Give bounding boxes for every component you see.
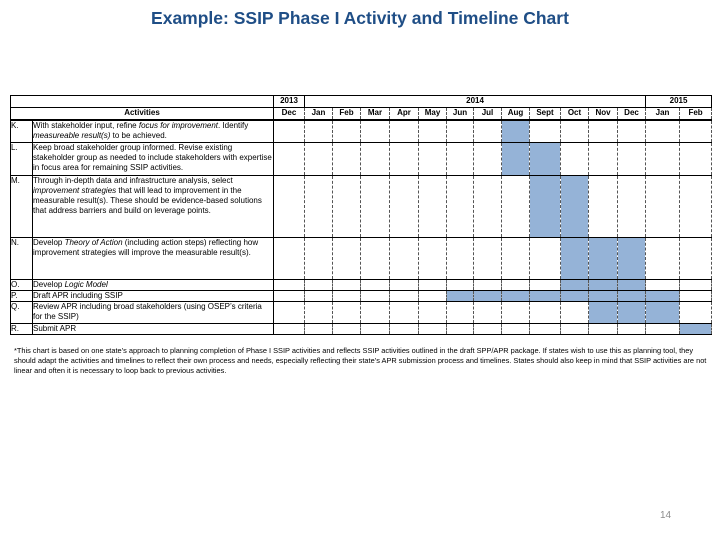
timeline-cell xyxy=(333,120,361,142)
activity-code: Q. xyxy=(11,301,33,323)
month-header: Jul xyxy=(474,108,502,121)
month-header: Feb xyxy=(680,108,712,121)
slide-title: Example: SSIP Phase I Activity and Timeline Chart xyxy=(151,8,569,28)
timeline-cell xyxy=(530,120,561,142)
month-header: Jan xyxy=(305,108,333,121)
timeline-cell xyxy=(419,237,447,279)
activity-code: R. xyxy=(11,323,33,334)
timeline-cell xyxy=(361,290,390,301)
timeline-cell xyxy=(390,175,419,237)
timeline-cell xyxy=(502,323,530,334)
timeline-cell xyxy=(447,120,474,142)
timeline-cell xyxy=(680,175,712,237)
timeline-cell xyxy=(274,237,305,279)
timeline-bar-cell xyxy=(447,290,474,301)
timeline-cell xyxy=(502,279,530,290)
activity-emphasis: Theory of Action xyxy=(64,237,123,247)
activity-row xyxy=(11,279,712,290)
month-header: Jun xyxy=(447,108,474,121)
timeline-cell xyxy=(305,237,333,279)
timeline-cell xyxy=(390,142,419,175)
timeline-cell xyxy=(419,323,447,334)
timeline-cell xyxy=(305,279,333,290)
year-2015: 2015 xyxy=(646,96,712,108)
activity-code: P. xyxy=(11,290,33,301)
timeline-cell xyxy=(646,279,680,290)
timeline-cell xyxy=(274,120,305,142)
month-header: Nov xyxy=(589,108,618,121)
activity-text: Develop xyxy=(33,237,65,247)
activity-code: N. xyxy=(11,237,33,279)
year-header-row xyxy=(11,96,712,108)
timeline-cell xyxy=(305,290,333,301)
timeline-cell xyxy=(618,323,646,334)
timeline-cell xyxy=(589,120,618,142)
timeline-cell xyxy=(305,301,333,323)
timeline-cell xyxy=(447,175,474,237)
year-2013: 2013 xyxy=(274,96,305,108)
activity-code: L. xyxy=(11,142,33,175)
timeline-cell xyxy=(680,237,712,279)
timeline-cell xyxy=(646,120,680,142)
activity-description xyxy=(33,120,274,142)
activity-row xyxy=(11,290,712,301)
footnote: *This chart is based on one state’s approach to planning completion of Phase I SSIP activities and reflects SSIP activities outlined in the draft SPP/APR package. If states wish to use this as planning tool, they should adapt the activities and timelines to reflect their own process and needs, especially reflecting their state’s APR submission process and timelines. States should also keep in mind that SSIP activities are not linear and often it is necessary to loop back to previous activities. xyxy=(14,346,707,375)
timeline-cell xyxy=(447,301,474,323)
year-header-blank xyxy=(11,96,274,108)
timeline-cell xyxy=(274,323,305,334)
timeline-cell xyxy=(274,142,305,175)
activity-row xyxy=(11,237,712,279)
timeline-cell xyxy=(530,237,561,279)
activity-timeline-chart xyxy=(10,95,712,345)
timeline-cell xyxy=(447,279,474,290)
timeline-bar-cell xyxy=(502,120,530,142)
activity-emphasis: improvement strategies xyxy=(33,185,117,195)
page-number: 14 xyxy=(660,510,672,521)
timeline-cell xyxy=(680,279,712,290)
timeline-cell xyxy=(419,175,447,237)
timeline-cell xyxy=(561,142,589,175)
activity-description xyxy=(33,323,274,334)
activity-emphasis: measureable result(s) xyxy=(33,131,111,140)
activity-description xyxy=(33,142,274,175)
timeline-cell xyxy=(561,323,589,334)
activity-description xyxy=(33,301,274,323)
timeline-bar-cell xyxy=(561,237,589,279)
timeline-cell xyxy=(474,120,502,142)
activity-code: K. xyxy=(11,120,33,142)
month-header: Jan xyxy=(646,108,680,121)
activity-text: that will lead to improvement in the measurable result(s). These should be evidence-based solutions that address barriers and build on leverage points. xyxy=(33,185,262,215)
timeline-cell xyxy=(646,237,680,279)
timeline-bar-cell xyxy=(474,290,502,301)
timeline-bar-cell xyxy=(589,237,618,279)
activity-text: Draft APR including SSIP xyxy=(33,290,123,300)
activity-text: Identify xyxy=(220,121,249,130)
timeline-cell xyxy=(333,237,361,279)
timeline-bar-cell xyxy=(561,290,589,301)
timeline-cell xyxy=(474,279,502,290)
activity-text: (including action steps) reflecting how improvement strategies will improve the measurable result(s). xyxy=(33,237,259,257)
timeline-bar-cell xyxy=(561,175,589,237)
month-header: Oct xyxy=(561,108,589,121)
timeline-cell xyxy=(274,175,305,237)
timeline-cell xyxy=(361,120,390,142)
activity-text: to be achieved. xyxy=(110,131,167,140)
timeline-cell xyxy=(333,290,361,301)
month-header: Feb xyxy=(333,108,361,121)
timeline-cell xyxy=(680,301,712,323)
timeline-cell xyxy=(390,301,419,323)
timeline-cell xyxy=(680,290,712,301)
timeline-cell xyxy=(502,175,530,237)
timeline-cell xyxy=(646,142,680,175)
activity-row xyxy=(11,120,712,142)
timeline-cell xyxy=(390,323,419,334)
activity-code: M. xyxy=(11,175,33,237)
timeline-cell xyxy=(474,175,502,237)
activity-description xyxy=(33,290,274,301)
month-header: May xyxy=(419,108,447,121)
timeline-cell xyxy=(305,323,333,334)
month-header: Sept xyxy=(530,108,561,121)
month-header-row xyxy=(11,108,712,121)
activity-row xyxy=(11,142,712,175)
timeline-cell xyxy=(419,301,447,323)
timeline-cell xyxy=(333,323,361,334)
activity-text: Submit APR xyxy=(33,323,77,333)
timeline-cell xyxy=(419,142,447,175)
timeline-bar-cell xyxy=(618,279,646,290)
timeline-cell xyxy=(333,142,361,175)
activity-description xyxy=(33,279,274,290)
timeline-cell xyxy=(530,279,561,290)
timeline-bar-cell xyxy=(646,290,680,301)
timeline-bar-cell xyxy=(680,323,712,334)
timeline-bar-cell xyxy=(618,301,646,323)
timeline-cell xyxy=(589,323,618,334)
activity-text: Develop xyxy=(33,279,65,289)
timeline-bar-cell xyxy=(561,279,589,290)
timeline-cell xyxy=(274,290,305,301)
year-2014: 2014 xyxy=(305,96,646,108)
timeline-cell xyxy=(618,120,646,142)
timeline-bar-cell xyxy=(530,290,561,301)
activity-row xyxy=(11,175,712,237)
month-header: Dec xyxy=(618,108,646,121)
timeline-cell xyxy=(361,175,390,237)
timeline-bar-cell xyxy=(618,237,646,279)
timeline-cell xyxy=(419,120,447,142)
timeline-cell xyxy=(333,279,361,290)
timeline-cell xyxy=(419,290,447,301)
timeline-cell xyxy=(646,323,680,334)
timeline-bar-cell xyxy=(589,279,618,290)
activity-description xyxy=(33,175,274,237)
timeline-cell xyxy=(390,237,419,279)
timeline-bar-cell xyxy=(530,142,561,175)
activities-header: Activities xyxy=(11,108,274,121)
timeline-bar-cell xyxy=(646,301,680,323)
timeline-cell xyxy=(274,301,305,323)
activity-row xyxy=(11,323,712,334)
timeline-bar-cell xyxy=(502,142,530,175)
timeline-cell xyxy=(361,142,390,175)
timeline-cell xyxy=(474,301,502,323)
activity-row xyxy=(11,301,712,323)
timeline-cell xyxy=(419,279,447,290)
timeline-cell xyxy=(390,290,419,301)
activity-emphasis: focus for improvement xyxy=(138,121,218,130)
timeline-cell xyxy=(561,120,589,142)
timeline-bar-cell xyxy=(618,290,646,301)
timeline-cell xyxy=(618,142,646,175)
activity-text: With stakeholder input, refine xyxy=(33,121,139,130)
timeline-cell xyxy=(447,323,474,334)
activity-text: Review APR including broad stakeholders (using OSEP’s criteria for the SSIP) xyxy=(33,301,262,321)
timeline-cell xyxy=(530,323,561,334)
timeline-cell xyxy=(390,120,419,142)
activity-text: Through in-depth data and infrastructure analysis, select xyxy=(33,175,233,185)
activity-code: O. xyxy=(11,279,33,290)
activity-description xyxy=(33,237,274,279)
activity-text: Keep broad stakeholder group informed. Revise existing stakeholder group as needed to include stakeholders with expertise in focus area for remaining SSIP activities. xyxy=(33,142,272,172)
timeline-cell xyxy=(305,142,333,175)
timeline-cell xyxy=(361,323,390,334)
timeline-cell xyxy=(474,237,502,279)
timeline-cell xyxy=(530,301,561,323)
timeline-cell xyxy=(474,142,502,175)
timeline-cell xyxy=(474,323,502,334)
timeline-cell xyxy=(333,301,361,323)
timeline-bar-cell xyxy=(589,290,618,301)
timeline-cell xyxy=(502,237,530,279)
timeline-cell xyxy=(361,237,390,279)
month-header: Mar xyxy=(361,108,390,121)
month-header: Dec xyxy=(274,108,305,121)
timeline-cell xyxy=(447,142,474,175)
timeline-cell xyxy=(589,175,618,237)
timeline-cell xyxy=(447,237,474,279)
timeline-cell xyxy=(333,175,361,237)
timeline-table xyxy=(10,95,712,335)
timeline-cell xyxy=(361,279,390,290)
timeline-bar-cell xyxy=(589,301,618,323)
timeline-cell xyxy=(618,175,646,237)
timeline-cell xyxy=(390,279,419,290)
timeline-cell xyxy=(274,279,305,290)
timeline-cell xyxy=(589,142,618,175)
timeline-cell xyxy=(680,142,712,175)
timeline-bar-cell xyxy=(502,290,530,301)
timeline-cell xyxy=(561,301,589,323)
activity-text: . xyxy=(217,121,221,130)
timeline-cell xyxy=(305,175,333,237)
month-header: Apr xyxy=(390,108,419,121)
month-header: Aug xyxy=(502,108,530,121)
timeline-bar-cell xyxy=(530,175,561,237)
timeline-cell xyxy=(646,175,680,237)
activity-emphasis: Logic Model xyxy=(64,279,108,289)
timeline-cell xyxy=(305,120,333,142)
timeline-cell xyxy=(502,301,530,323)
timeline-cell xyxy=(361,301,390,323)
timeline-cell xyxy=(680,120,712,142)
